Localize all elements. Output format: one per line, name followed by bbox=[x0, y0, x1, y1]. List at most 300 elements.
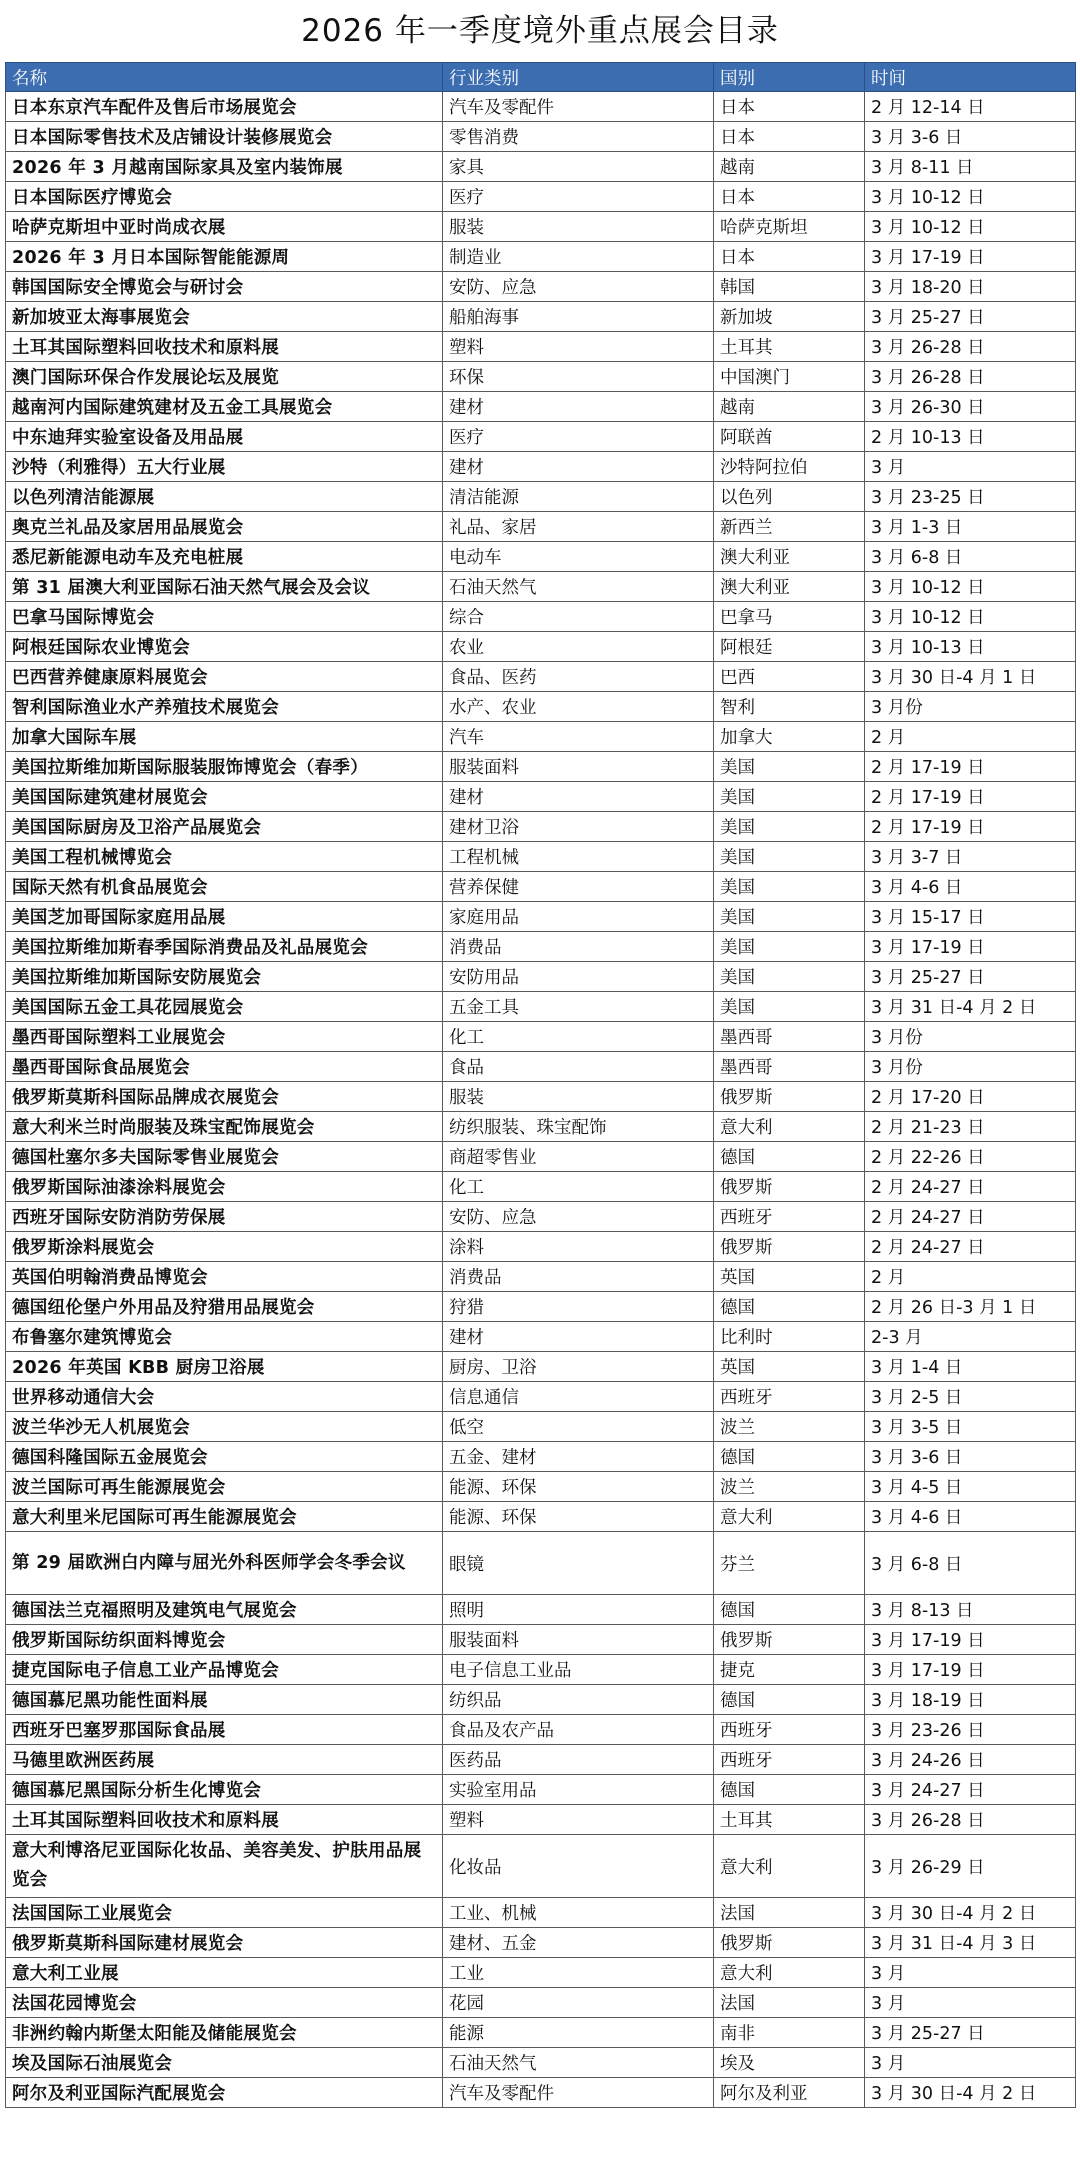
row-country-cell: 南非 bbox=[714, 2018, 865, 2048]
row-date-cell: 3 月 26-28 日 bbox=[865, 1805, 1076, 1835]
table-row bbox=[6, 392, 1076, 422]
table-row bbox=[6, 662, 1076, 692]
row-date-cell: 3 月 18-19 日 bbox=[865, 1685, 1076, 1715]
row-industry-cell: 食品 bbox=[443, 1052, 714, 1082]
table-row bbox=[6, 872, 1076, 902]
table-row bbox=[6, 1625, 1076, 1655]
row-industry-cell: 狩猎 bbox=[443, 1292, 714, 1322]
row-industry-cell: 建材 bbox=[443, 782, 714, 812]
row-industry-cell: 建材、五金 bbox=[443, 1928, 714, 1958]
table-row bbox=[6, 902, 1076, 932]
row-name-cell: 英国伯明翰消费品博览会 bbox=[6, 1262, 443, 1292]
row-country-cell: 越南 bbox=[714, 392, 865, 422]
row-industry-cell: 建材 bbox=[443, 1322, 714, 1352]
table-row bbox=[6, 1775, 1076, 1805]
row-name-cell: 巴西营养健康原料展览会 bbox=[6, 662, 443, 692]
row-name-cell: 墨西哥国际食品展览会 bbox=[6, 1052, 443, 1082]
row-date-cell: 3 月 30 日-4 月 1 日 bbox=[865, 662, 1076, 692]
row-country-cell: 美国 bbox=[714, 962, 865, 992]
row-country-cell: 墨西哥 bbox=[714, 1022, 865, 1052]
row-name-cell: 2026 年 3 月日本国际智能能源周 bbox=[6, 242, 443, 272]
row-country-cell: 墨西哥 bbox=[714, 1052, 865, 1082]
row-country-cell: 日本 bbox=[714, 242, 865, 272]
row-date-cell: 2 月 bbox=[865, 722, 1076, 752]
row-country-cell: 法国 bbox=[714, 1988, 865, 2018]
table-row bbox=[6, 1655, 1076, 1685]
row-name-cell: 日本国际零售技术及店铺设计装修展览会 bbox=[6, 122, 443, 152]
row-date-cell: 3 月 15-17 日 bbox=[865, 902, 1076, 932]
row-date-cell: 2 月 24-27 日 bbox=[865, 1172, 1076, 1202]
row-date-cell: 3 月 17-19 日 bbox=[865, 1625, 1076, 1655]
row-name-cell: 美国芝加哥国际家庭用品展 bbox=[6, 902, 443, 932]
row-date-cell: 3 月 30 日-4 月 2 日 bbox=[865, 1898, 1076, 1928]
row-name-cell: 悉尼新能源电动车及充电桩展 bbox=[6, 542, 443, 572]
table-row bbox=[6, 122, 1076, 152]
row-date-cell: 2 月 10-13 日 bbox=[865, 422, 1076, 452]
table-row bbox=[6, 1412, 1076, 1442]
row-name-cell: 意大利米兰时尚服装及珠宝配饰展览会 bbox=[6, 1112, 443, 1142]
row-date-cell: 2 月 17-19 日 bbox=[865, 752, 1076, 782]
row-date-cell: 2 月 24-27 日 bbox=[865, 1202, 1076, 1232]
table-row bbox=[6, 1958, 1076, 1988]
row-country-cell: 美国 bbox=[714, 992, 865, 1022]
row-industry-cell: 医药品 bbox=[443, 1745, 714, 1775]
row-date-cell: 2 月 22-26 日 bbox=[865, 1142, 1076, 1172]
row-name-cell: 美国国际建筑建材展览会 bbox=[6, 782, 443, 812]
table-row bbox=[6, 2048, 1076, 2078]
row-date-cell: 3 月 3-5 日 bbox=[865, 1412, 1076, 1442]
row-industry-cell: 家庭用品 bbox=[443, 902, 714, 932]
row-name-cell: 布鲁塞尔建筑博览会 bbox=[6, 1322, 443, 1352]
header-industry: 行业类别 bbox=[443, 63, 714, 92]
table-row bbox=[6, 782, 1076, 812]
header-country: 国别 bbox=[714, 63, 865, 92]
row-industry-cell: 零售消费 bbox=[443, 122, 714, 152]
row-industry-cell: 化妆品 bbox=[443, 1835, 714, 1898]
row-country-cell: 阿根廷 bbox=[714, 632, 865, 662]
row-date-cell: 3 月 26-29 日 bbox=[865, 1835, 1076, 1898]
row-date-cell: 3 月 25-27 日 bbox=[865, 302, 1076, 332]
row-industry-cell: 安防、应急 bbox=[443, 1202, 714, 1232]
row-date-cell: 3 月 bbox=[865, 452, 1076, 482]
row-country-cell: 俄罗斯 bbox=[714, 1232, 865, 1262]
table-row bbox=[6, 1928, 1076, 1958]
row-name-cell: 土耳其国际塑料回收技术和原料展 bbox=[6, 1805, 443, 1835]
row-date-cell: 3 月 8-11 日 bbox=[865, 152, 1076, 182]
table-header-row bbox=[6, 63, 1076, 92]
row-name-cell: 法国花园博览会 bbox=[6, 1988, 443, 2018]
row-country-cell: 意大利 bbox=[714, 1835, 865, 1898]
row-name-cell: 美国拉斯维加斯国际服装服饰博览会（春季） bbox=[6, 752, 443, 782]
row-name-cell: 德国慕尼黑功能性面料展 bbox=[6, 1685, 443, 1715]
row-date-cell: 2 月 26 日-3 月 1 日 bbox=[865, 1292, 1076, 1322]
table-row bbox=[6, 812, 1076, 842]
row-industry-cell: 五金、建材 bbox=[443, 1442, 714, 1472]
row-date-cell: 3 月 25-27 日 bbox=[865, 2018, 1076, 2048]
row-name-cell: 美国拉斯维加斯国际安防展览会 bbox=[6, 962, 443, 992]
row-country-cell: 美国 bbox=[714, 932, 865, 962]
row-date-cell: 2 月 17-19 日 bbox=[865, 812, 1076, 842]
table-row bbox=[6, 182, 1076, 212]
row-industry-cell: 化工 bbox=[443, 1172, 714, 1202]
row-country-cell: 意大利 bbox=[714, 1958, 865, 1988]
row-industry-cell: 工程机械 bbox=[443, 842, 714, 872]
row-name-cell: 法国国际工业展览会 bbox=[6, 1898, 443, 1928]
row-industry-cell: 医疗 bbox=[443, 182, 714, 212]
row-date-cell: 3 月 10-13 日 bbox=[865, 632, 1076, 662]
row-industry-cell: 综合 bbox=[443, 602, 714, 632]
row-industry-cell: 能源 bbox=[443, 2018, 714, 2048]
row-country-cell: 西班牙 bbox=[714, 1715, 865, 1745]
row-industry-cell: 营养保健 bbox=[443, 872, 714, 902]
row-industry-cell: 纺织服装、珠宝配饰 bbox=[443, 1112, 714, 1142]
row-industry-cell: 医疗 bbox=[443, 422, 714, 452]
row-date-cell: 3 月 1-4 日 bbox=[865, 1352, 1076, 1382]
row-date-cell: 2 月 12-14 日 bbox=[865, 92, 1076, 122]
row-country-cell: 美国 bbox=[714, 782, 865, 812]
row-date-cell: 2 月 17-19 日 bbox=[865, 782, 1076, 812]
table-row bbox=[6, 1292, 1076, 1322]
table-row bbox=[6, 1232, 1076, 1262]
row-country-cell: 英国 bbox=[714, 1352, 865, 1382]
row-industry-cell: 汽车 bbox=[443, 722, 714, 752]
row-date-cell: 2 月 17-20 日 bbox=[865, 1082, 1076, 1112]
row-industry-cell: 厨房、卫浴 bbox=[443, 1352, 714, 1382]
table-row bbox=[6, 1715, 1076, 1745]
table-row bbox=[6, 152, 1076, 182]
row-date-cell: 3 月 bbox=[865, 1958, 1076, 1988]
row-industry-cell: 家具 bbox=[443, 152, 714, 182]
row-industry-cell: 服装 bbox=[443, 1082, 714, 1112]
row-date-cell: 3 月 10-12 日 bbox=[865, 602, 1076, 632]
row-date-cell: 2 月 bbox=[865, 1262, 1076, 1292]
row-name-cell: 沙特（利雅得）五大行业展 bbox=[6, 452, 443, 482]
row-date-cell: 3 月 26-30 日 bbox=[865, 392, 1076, 422]
row-date-cell: 3 月 17-19 日 bbox=[865, 1655, 1076, 1685]
row-date-cell: 3 月 23-25 日 bbox=[865, 482, 1076, 512]
row-name-cell: 国际天然有机食品展览会 bbox=[6, 872, 443, 902]
row-country-cell: 巴拿马 bbox=[714, 602, 865, 632]
row-name-cell: 世界移动通信大会 bbox=[6, 1382, 443, 1412]
row-industry-cell: 汽车及零配件 bbox=[443, 2078, 714, 2108]
row-name-cell: 中东迪拜实验室设备及用品展 bbox=[6, 422, 443, 452]
row-name-cell: 土耳其国际塑料回收技术和原料展 bbox=[6, 332, 443, 362]
row-industry-cell: 安防用品 bbox=[443, 962, 714, 992]
row-date-cell: 3 月 26-28 日 bbox=[865, 362, 1076, 392]
row-country-cell: 波兰 bbox=[714, 1412, 865, 1442]
table-row bbox=[6, 1442, 1076, 1472]
row-country-cell: 阿联酋 bbox=[714, 422, 865, 452]
row-date-cell: 3 月 10-12 日 bbox=[865, 182, 1076, 212]
row-name-cell: 美国国际厨房及卫浴产品展览会 bbox=[6, 812, 443, 842]
row-industry-cell: 五金工具 bbox=[443, 992, 714, 1022]
row-date-cell: 2-3 月 bbox=[865, 1322, 1076, 1352]
row-industry-cell: 汽车及零配件 bbox=[443, 92, 714, 122]
table-row bbox=[6, 1322, 1076, 1352]
row-industry-cell: 电子信息工业品 bbox=[443, 1655, 714, 1685]
row-industry-cell: 塑料 bbox=[443, 332, 714, 362]
row-name-cell: 波兰华沙无人机展览会 bbox=[6, 1412, 443, 1442]
row-country-cell: 加拿大 bbox=[714, 722, 865, 752]
table-row bbox=[6, 1898, 1076, 1928]
table-row bbox=[6, 242, 1076, 272]
row-industry-cell: 石油天然气 bbox=[443, 572, 714, 602]
exhibition-table bbox=[5, 62, 1076, 2108]
table-row bbox=[6, 842, 1076, 872]
row-country-cell: 巴西 bbox=[714, 662, 865, 692]
row-industry-cell: 信息通信 bbox=[443, 1382, 714, 1412]
table-row bbox=[6, 932, 1076, 962]
table-row bbox=[6, 752, 1076, 782]
table-row bbox=[6, 1472, 1076, 1502]
row-name-cell: 埃及国际石油展览会 bbox=[6, 2048, 443, 2078]
table-row bbox=[6, 1382, 1076, 1412]
row-date-cell: 3 月 6-8 日 bbox=[865, 1532, 1076, 1595]
row-country-cell: 芬兰 bbox=[714, 1532, 865, 1595]
row-industry-cell: 眼镜 bbox=[443, 1532, 714, 1595]
row-country-cell: 美国 bbox=[714, 842, 865, 872]
row-country-cell: 德国 bbox=[714, 1442, 865, 1472]
table-row bbox=[6, 992, 1076, 1022]
table-row bbox=[6, 92, 1076, 122]
row-industry-cell: 能源、环保 bbox=[443, 1502, 714, 1532]
table-row bbox=[6, 1685, 1076, 1715]
row-industry-cell: 清洁能源 bbox=[443, 482, 714, 512]
table-row bbox=[6, 1532, 1076, 1595]
row-country-cell: 中国澳门 bbox=[714, 362, 865, 392]
row-country-cell: 沙特阿拉伯 bbox=[714, 452, 865, 482]
row-date-cell: 3 月份 bbox=[865, 1052, 1076, 1082]
table-row bbox=[6, 632, 1076, 662]
table-row bbox=[6, 302, 1076, 332]
row-country-cell: 日本 bbox=[714, 182, 865, 212]
row-industry-cell: 实验室用品 bbox=[443, 1775, 714, 1805]
row-industry-cell: 花园 bbox=[443, 1988, 714, 2018]
row-country-cell: 新西兰 bbox=[714, 512, 865, 542]
row-industry-cell: 石油天然气 bbox=[443, 2048, 714, 2078]
row-date-cell: 3 月 30 日-4 月 2 日 bbox=[865, 2078, 1076, 2108]
row-date-cell: 3 月 25-27 日 bbox=[865, 962, 1076, 992]
row-industry-cell: 消费品 bbox=[443, 932, 714, 962]
row-name-cell: 意大利里米尼国际可再生能源展览会 bbox=[6, 1502, 443, 1532]
row-name-cell: 第 29 届欧洲白内障与屈光外科医师学会冬季会议 bbox=[6, 1532, 443, 1595]
row-industry-cell: 制造业 bbox=[443, 242, 714, 272]
row-country-cell: 智利 bbox=[714, 692, 865, 722]
row-name-cell: 韩国国际安全博览会与研讨会 bbox=[6, 272, 443, 302]
row-name-cell: 捷克国际电子信息工业产品博览会 bbox=[6, 1655, 443, 1685]
row-name-cell: 俄罗斯涂料展览会 bbox=[6, 1232, 443, 1262]
row-industry-cell: 环保 bbox=[443, 362, 714, 392]
row-name-cell: 西班牙国际安防消防劳保展 bbox=[6, 1202, 443, 1232]
row-industry-cell: 工业 bbox=[443, 1958, 714, 1988]
row-country-cell: 美国 bbox=[714, 872, 865, 902]
table-row bbox=[6, 332, 1076, 362]
row-date-cell: 3 月份 bbox=[865, 692, 1076, 722]
row-name-cell: 意大利博洛尼亚国际化妆品、美容美发、护肤用品展览会 bbox=[6, 1835, 443, 1898]
row-name-cell: 哈萨克斯坦中亚时尚成衣展 bbox=[6, 212, 443, 242]
row-industry-cell: 服装 bbox=[443, 212, 714, 242]
row-date-cell: 3 月 31 日-4 月 2 日 bbox=[865, 992, 1076, 1022]
row-industry-cell: 食品及农产品 bbox=[443, 1715, 714, 1745]
row-name-cell: 越南河内国际建筑建材及五金工具展览会 bbox=[6, 392, 443, 422]
row-country-cell: 美国 bbox=[714, 902, 865, 932]
row-date-cell: 3 月 24-27 日 bbox=[865, 1775, 1076, 1805]
row-country-cell: 俄罗斯 bbox=[714, 1625, 865, 1655]
row-country-cell: 俄罗斯 bbox=[714, 1928, 865, 1958]
row-country-cell: 捷克 bbox=[714, 1655, 865, 1685]
row-date-cell: 3 月 26-28 日 bbox=[865, 332, 1076, 362]
row-date-cell: 3 月 18-20 日 bbox=[865, 272, 1076, 302]
row-country-cell: 德国 bbox=[714, 1292, 865, 1322]
row-name-cell: 第 31 届澳大利亚国际石油天然气展会及会议 bbox=[6, 572, 443, 602]
row-country-cell: 土耳其 bbox=[714, 332, 865, 362]
row-name-cell: 日本国际医疗博览会 bbox=[6, 182, 443, 212]
table-row bbox=[6, 1595, 1076, 1625]
row-country-cell: 德国 bbox=[714, 1595, 865, 1625]
table-row bbox=[6, 572, 1076, 602]
row-date-cell: 3 月 3-7 日 bbox=[865, 842, 1076, 872]
table-row bbox=[6, 1262, 1076, 1292]
row-industry-cell: 礼品、家居 bbox=[443, 512, 714, 542]
row-date-cell: 3 月 2-5 日 bbox=[865, 1382, 1076, 1412]
page-title: 2026 年一季度境外重点展会目录 bbox=[301, 13, 779, 49]
row-country-cell: 西班牙 bbox=[714, 1745, 865, 1775]
row-name-cell: 巴拿马国际博览会 bbox=[6, 602, 443, 632]
row-industry-cell: 电动车 bbox=[443, 542, 714, 572]
row-name-cell: 美国拉斯维加斯春季国际消费品及礼品展览会 bbox=[6, 932, 443, 962]
row-country-cell: 意大利 bbox=[714, 1112, 865, 1142]
row-industry-cell: 水产、农业 bbox=[443, 692, 714, 722]
row-country-cell: 俄罗斯 bbox=[714, 1082, 865, 1112]
row-industry-cell: 工业、机械 bbox=[443, 1898, 714, 1928]
row-date-cell: 3 月 31 日-4 月 3 日 bbox=[865, 1928, 1076, 1958]
row-industry-cell: 建材 bbox=[443, 392, 714, 422]
row-name-cell: 俄罗斯莫斯科国际品牌成衣展览会 bbox=[6, 1082, 443, 1112]
row-name-cell: 阿根廷国际农业博览会 bbox=[6, 632, 443, 662]
row-country-cell: 土耳其 bbox=[714, 1805, 865, 1835]
row-name-cell: 2026 年 3 月越南国际家具及室内装饰展 bbox=[6, 152, 443, 182]
row-date-cell: 3 月 17-19 日 bbox=[865, 242, 1076, 272]
row-industry-cell: 涂料 bbox=[443, 1232, 714, 1262]
row-country-cell: 美国 bbox=[714, 752, 865, 782]
row-country-cell: 西班牙 bbox=[714, 1382, 865, 1412]
table-row bbox=[6, 962, 1076, 992]
row-date-cell: 3 月 3-6 日 bbox=[865, 122, 1076, 152]
table-row bbox=[6, 272, 1076, 302]
row-name-cell: 德国杜塞尔多夫国际零售业展览会 bbox=[6, 1142, 443, 1172]
table-row bbox=[6, 1988, 1076, 2018]
row-name-cell: 德国法兰克福照明及建筑电气展览会 bbox=[6, 1595, 443, 1625]
row-name-cell: 美国工程机械博览会 bbox=[6, 842, 443, 872]
row-name-cell: 日本东京汽车配件及售后市场展览会 bbox=[6, 92, 443, 122]
table-row bbox=[6, 722, 1076, 752]
row-industry-cell: 低空 bbox=[443, 1412, 714, 1442]
table-row bbox=[6, 2018, 1076, 2048]
row-country-cell: 法国 bbox=[714, 1898, 865, 1928]
table-row bbox=[6, 542, 1076, 572]
row-date-cell: 3 月 8-13 日 bbox=[865, 1595, 1076, 1625]
table-row bbox=[6, 1202, 1076, 1232]
row-date-cell: 3 月 6-8 日 bbox=[865, 542, 1076, 572]
table-row bbox=[6, 452, 1076, 482]
row-industry-cell: 塑料 bbox=[443, 1805, 714, 1835]
row-name-cell: 2026 年英国 KBB 厨房卫浴展 bbox=[6, 1352, 443, 1382]
row-industry-cell: 安防、应急 bbox=[443, 272, 714, 302]
row-name-cell: 澳门国际环保合作发展论坛及展览 bbox=[6, 362, 443, 392]
row-date-cell: 3 月 4-5 日 bbox=[865, 1472, 1076, 1502]
table-row bbox=[6, 1745, 1076, 1775]
row-name-cell: 新加坡亚太海事展览会 bbox=[6, 302, 443, 332]
row-date-cell: 3 月 4-6 日 bbox=[865, 1502, 1076, 1532]
row-date-cell: 3 月 bbox=[865, 2048, 1076, 2078]
row-date-cell: 3 月 24-26 日 bbox=[865, 1745, 1076, 1775]
row-industry-cell: 商超零售业 bbox=[443, 1142, 714, 1172]
table-row bbox=[6, 1052, 1076, 1082]
row-name-cell: 奥克兰礼品及家居用品展览会 bbox=[6, 512, 443, 542]
row-date-cell: 2 月 21-23 日 bbox=[865, 1112, 1076, 1142]
table-row bbox=[6, 602, 1076, 632]
row-name-cell: 德国科隆国际五金展览会 bbox=[6, 1442, 443, 1472]
row-name-cell: 加拿大国际车展 bbox=[6, 722, 443, 752]
row-industry-cell: 建材卫浴 bbox=[443, 812, 714, 842]
row-name-cell: 马德里欧洲医药展 bbox=[6, 1745, 443, 1775]
row-name-cell: 以色列清洁能源展 bbox=[6, 482, 443, 512]
row-country-cell: 俄罗斯 bbox=[714, 1172, 865, 1202]
row-country-cell: 澳大利亚 bbox=[714, 572, 865, 602]
table-row bbox=[6, 692, 1076, 722]
table-row bbox=[6, 512, 1076, 542]
row-country-cell: 德国 bbox=[714, 1142, 865, 1172]
row-date-cell: 3 月 4-6 日 bbox=[865, 872, 1076, 902]
row-industry-cell: 化工 bbox=[443, 1022, 714, 1052]
table-row bbox=[6, 1022, 1076, 1052]
row-name-cell: 非洲约翰内斯堡太阳能及储能展览会 bbox=[6, 2018, 443, 2048]
header-date: 时间 bbox=[865, 63, 1076, 92]
row-country-cell: 阿尔及利亚 bbox=[714, 2078, 865, 2108]
table-row bbox=[6, 422, 1076, 452]
row-name-cell: 智利国际渔业水产养殖技术展览会 bbox=[6, 692, 443, 722]
row-date-cell: 3 月 bbox=[865, 1988, 1076, 2018]
row-industry-cell: 食品、医药 bbox=[443, 662, 714, 692]
row-country-cell: 澳大利亚 bbox=[714, 542, 865, 572]
row-name-cell: 俄罗斯莫斯科国际建材展览会 bbox=[6, 1928, 443, 1958]
table-row bbox=[6, 1502, 1076, 1532]
row-name-cell: 俄罗斯国际油漆涂料展览会 bbox=[6, 1172, 443, 1202]
row-country-cell: 新加坡 bbox=[714, 302, 865, 332]
table-row bbox=[6, 1142, 1076, 1172]
row-country-cell: 西班牙 bbox=[714, 1202, 865, 1232]
table-row bbox=[6, 1112, 1076, 1142]
row-date-cell: 2 月 24-27 日 bbox=[865, 1232, 1076, 1262]
row-industry-cell: 照明 bbox=[443, 1595, 714, 1625]
row-country-cell: 韩国 bbox=[714, 272, 865, 302]
row-industry-cell: 纺织品 bbox=[443, 1685, 714, 1715]
row-country-cell: 德国 bbox=[714, 1775, 865, 1805]
table-row bbox=[6, 212, 1076, 242]
row-country-cell: 哈萨克斯坦 bbox=[714, 212, 865, 242]
row-country-cell: 美国 bbox=[714, 812, 865, 842]
row-name-cell: 意大利工业展 bbox=[6, 1958, 443, 1988]
row-country-cell: 埃及 bbox=[714, 2048, 865, 2078]
header-name: 名称 bbox=[6, 63, 443, 92]
row-country-cell: 波兰 bbox=[714, 1472, 865, 1502]
row-industry-cell: 建材 bbox=[443, 452, 714, 482]
row-country-cell: 比利时 bbox=[714, 1322, 865, 1352]
row-name-cell: 俄罗斯国际纺织面料博览会 bbox=[6, 1625, 443, 1655]
table-row bbox=[6, 362, 1076, 392]
table-row bbox=[6, 1835, 1076, 1898]
row-date-cell: 3 月 23-26 日 bbox=[865, 1715, 1076, 1745]
